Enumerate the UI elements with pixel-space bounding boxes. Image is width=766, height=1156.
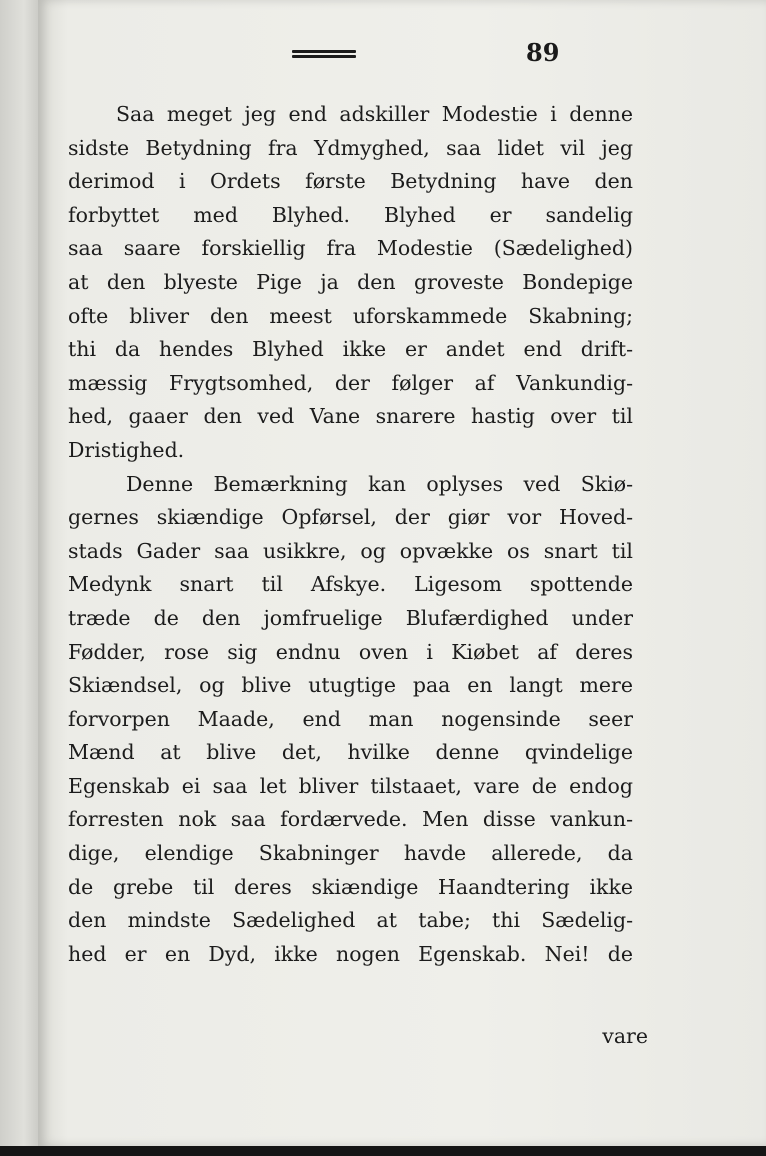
rule-line-bottom xyxy=(292,55,356,58)
text-line: Fødder, rose sig endnu oven i Kiøbet af deres xyxy=(68,639,633,664)
text-line: Dristighed. xyxy=(68,437,185,462)
text-line: sidste Betydning fra Ydmyghed, saa lidet vil jeg xyxy=(68,135,633,160)
text-line: derimod i Ordets første Betydning have den xyxy=(68,169,633,194)
scan-bottom-edge xyxy=(0,1146,766,1156)
text-line: Medynk snart til Afskye. Ligesom spottende xyxy=(68,572,633,597)
text-line: hed, gaaer den ved Vane snarere hastig over til xyxy=(68,404,633,429)
text-line: Mænd at blive det, hvilke denne qvindelige xyxy=(68,740,633,765)
text-line: gernes skiændige Opførsel, der giør vor Hoved- xyxy=(68,505,633,530)
text-line: Denne Bemærkning kan oplyses ved Skiø- xyxy=(126,471,633,496)
text-line: mæssig Frygtsomhed, der følger af Vankundig- xyxy=(68,370,633,395)
facing-page-edge xyxy=(0,0,40,1156)
page-number: 89 xyxy=(526,38,560,67)
text-line: de grebe til deres skiændige Haandtering ikke xyxy=(68,874,633,899)
text-line: at den blyeste Pige ja den groveste Bondepige xyxy=(68,269,633,294)
text-line: forbyttet med Blyhed. Blyhed er sandelig xyxy=(68,202,633,227)
body-text xyxy=(68,98,633,971)
text-line: forvorpen Maade, end man nogensinde seer xyxy=(68,706,633,731)
text-line: dige, elendige Skabninger havde allerede, da xyxy=(68,841,633,866)
text-line: stads Gader saa usikkre, og opvække os snart til xyxy=(68,538,633,563)
rule-line-top xyxy=(292,50,356,53)
text-line: hed er en Dyd, ikke nogen Egenskab. Nei! de xyxy=(68,941,633,966)
text-line: forresten nok saa fordærvede. Men disse vankun- xyxy=(68,807,633,832)
text-line: træde de den jomfruelige Blufærdighed under xyxy=(68,605,633,630)
text-line: thi da hendes Blyhed ikke er andet end drift- xyxy=(68,337,633,362)
text-line: ofte bliver den meest uforskammede Skabning; xyxy=(68,303,633,328)
catchword: vare xyxy=(602,1024,648,1048)
text-line: den mindste Sædelighed at tabe; thi Sædelig- xyxy=(68,908,633,933)
text-line: Saa meget jeg end adskiller Modestie i denne xyxy=(116,102,633,126)
header-ornament-rule xyxy=(292,50,356,60)
text-line: Skiændsel, og blive utugtige paa en langt mere xyxy=(68,673,633,698)
text-line: Egenskab ei saa let bliver tilstaaet, vare de endog xyxy=(68,773,633,798)
text-line: saa saare forskiellig fra Modestie (Sædelighed) xyxy=(68,236,633,261)
